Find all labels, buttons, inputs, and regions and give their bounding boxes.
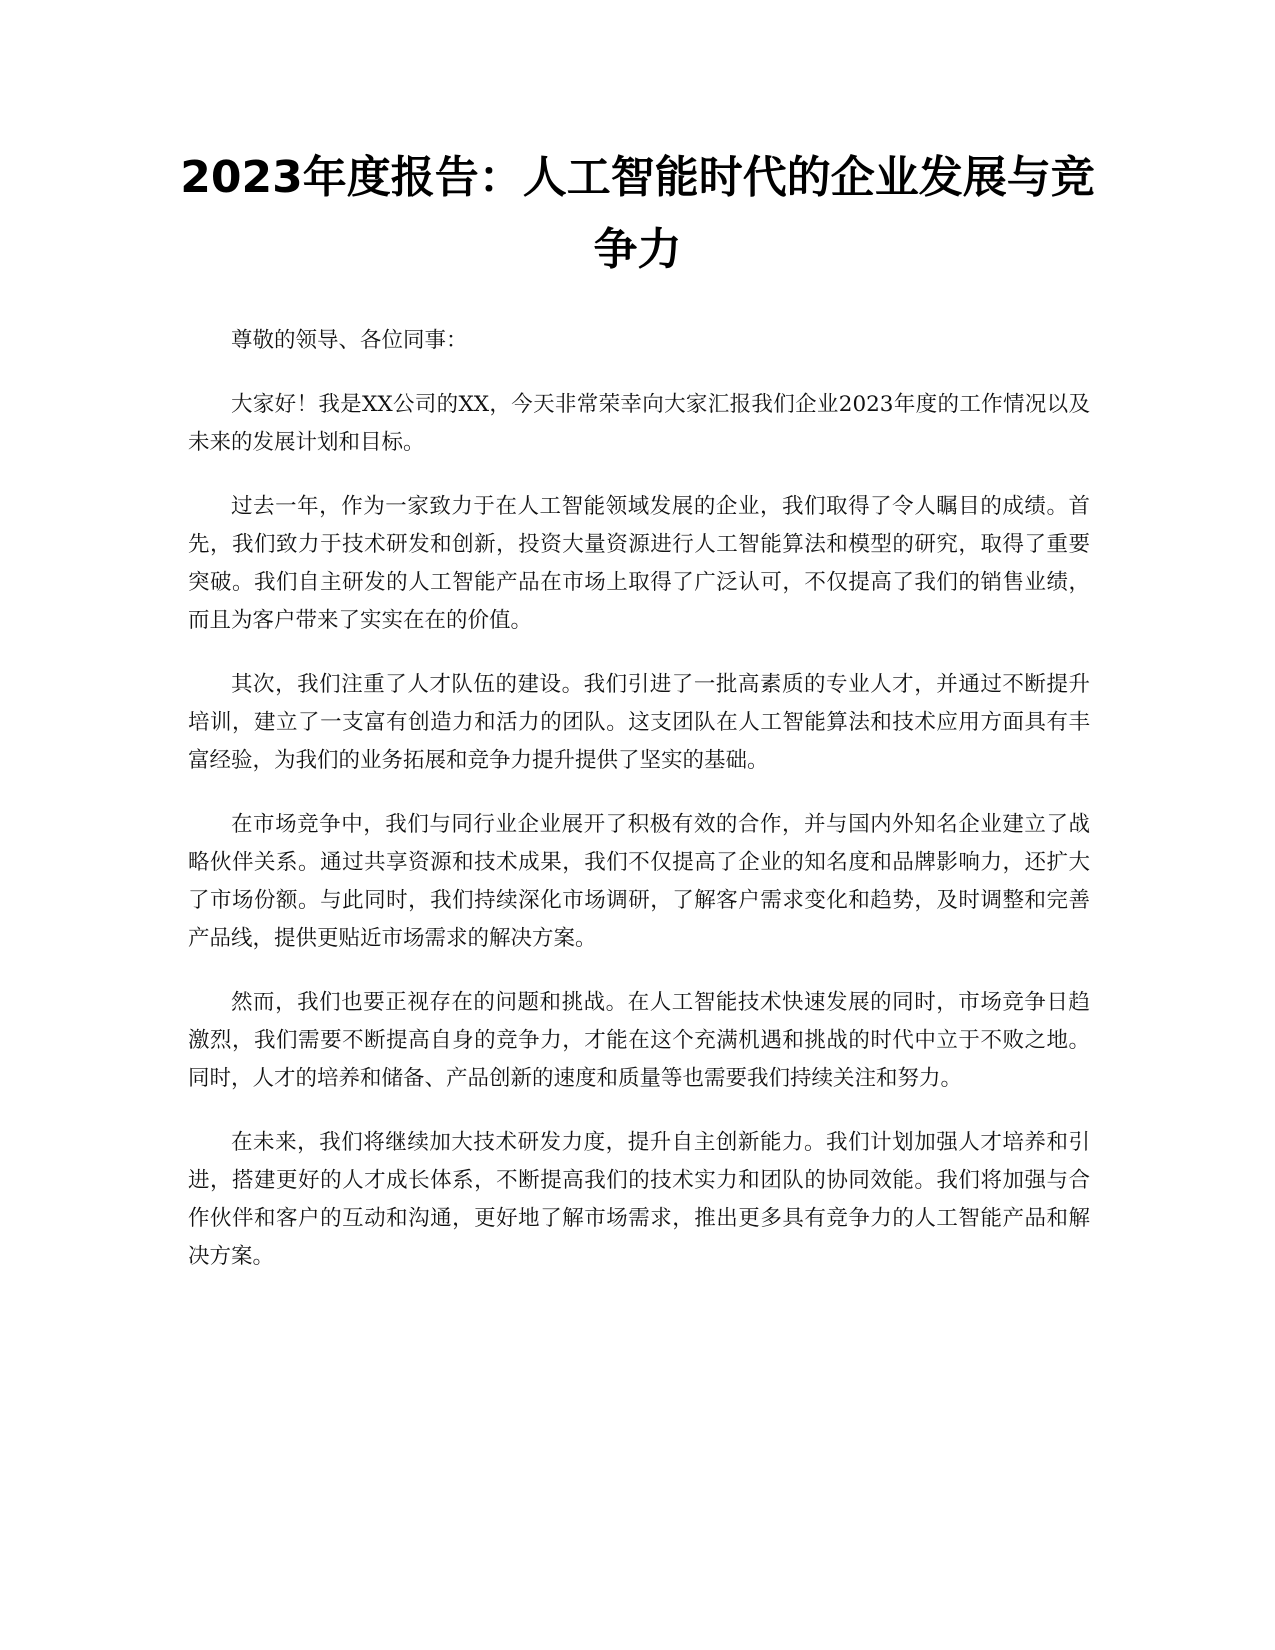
paragraph-market: 在市场竞争中，我们与同行业企业展开了积极有效的合作，并与国内外知名企业建立了战略伙伴关系。通过共享资源和技术成果，我们不仅提高了企业的知名度和品牌影响力，还扩大了市场份额。与此同时，我们持续深化市场调研，了解客户需求变化和趋势，及时调整和完善产品线，提供更贴近市场需求的解决方案。: [188, 812, 1090, 951]
paragraph-greeting: 尊敬的领导、各位同事：: [231, 328, 468, 353]
paragraph-challenges: 然而，我们也要正视存在的问题和挑战。在人工智能技术快速发展的同时，市场竞争日趋激烈，我们需要不断提高自身的竞争力，才能在这个充满机遇和挑战的时代中立于不败之地。同时，人才的培养和储备、产品创新的速度和质量等也需要我们持续关注和努力。: [188, 990, 1090, 1091]
document-body: [188, 322, 1090, 1302]
document-title: 2023年度报告：人工智能时代的企业发展与竞争力: [180, 152, 1095, 275]
paragraph-intro: 大家好！我是XX公司的XX，今天非常荣幸向大家汇报我们企业2023年度的工作情况以及未来的发展计划和目标。: [188, 392, 1090, 455]
paragraph-achievements: 过去一年，作为一家致力于在人工智能领域发展的企业，我们取得了令人瞩目的成绩。首先，我们致力于技术研发和创新，投资大量资源进行人工智能算法和模型的研究，取得了重要突破。我们自主研发的人工智能产品在市场上取得了广泛认可，不仅提高了我们的销售业绩，而且为客户带来了实实在在的价值。: [188, 494, 1090, 633]
paragraph-future: 在未来，我们将继续加大技术研发力度，提升自主创新能力。我们计划加强人才培养和引进，搭建更好的人才成长体系，不断提高我们的技术实力和团队的协同效能。我们将加强与合作伙伴和客户的互动和沟通，更好地了解市场需求，推出更多具有竞争力的人工智能产品和解决方案。: [188, 1130, 1090, 1269]
paragraph-talent: 其次，我们注重了人才队伍的建设。我们引进了一批高素质的专业人才，并通过不断提升培训，建立了一支富有创造力和活力的团队。这支团队在人工智能算法和技术应用方面具有丰富经验，为我们的业务拓展和竞争力提升提供了坚实的基础。: [188, 672, 1090, 773]
